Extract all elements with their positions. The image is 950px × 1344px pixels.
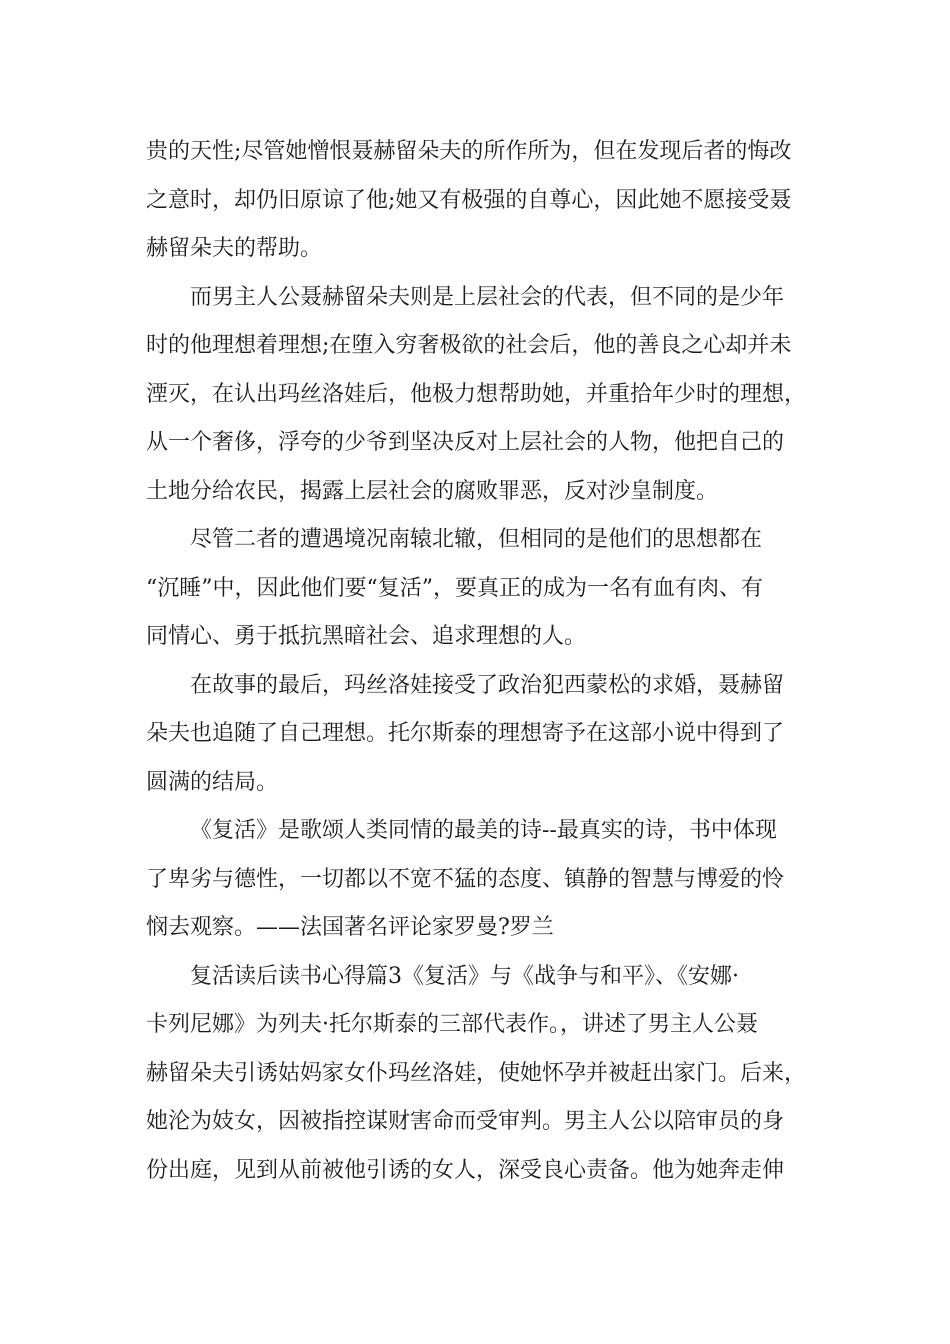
text-line: 同情心、勇于抵抗黑暗社会、追求理想的人。	[146, 624, 587, 649]
text-line: 之意时，却仍旧原谅了他;她又有极强的自尊心，因此她不愿接受聂	[146, 187, 792, 213]
text-line: 悯去观察。——法国著名评论家罗曼?罗兰	[146, 915, 554, 940]
text-line: 湮灭，在认出玛丝洛娃后，他极力想帮助她，并重拾年少时的理想，	[146, 381, 807, 407]
text-line: 卡列尼娜》为列夫·托尔斯泰的三部代表作。，讲述了男主人公聂	[146, 1012, 758, 1037]
text-line: 从一个奢侈，浮夸的少爷到坚决反对上层社会的人物，他把自己的	[146, 430, 785, 455]
text-line: 复活读后读书心得篇3《复活》与《战争与和平》、《安娜·	[190, 963, 739, 989]
text-line: 《复活》是歌颂人类同情的最美的诗--最真实的诗，书中体现	[190, 818, 777, 843]
text-line: 时的他理想着理想;在堕入穷奢极欲的社会后，他的善良之心却并未	[146, 333, 792, 358]
document-body	[146, 128, 826, 1195]
text-line: 贵的天性;尽管她憎恨聂赫留朵夫的所作所为，但在发现后者的悔改	[146, 139, 792, 164]
text-line: 份出庭，见到从前被他引诱的女人，深受良心责备。他为她奔走伸	[146, 1157, 785, 1183]
text-line: 她沦为妓女，因被指控谋财害命而受审判。男主人公以陪审员的身	[146, 1109, 785, 1134]
text-line: 尽管二者的遭遇境况南辕北辙，但相同的是他们的思想都在	[190, 527, 763, 552]
text-line: 了卑劣与德性，一切都以不宽不猛的态度、镇静的智慧与博爱的怜	[146, 866, 785, 892]
text-line: 圆满的结局。	[146, 769, 279, 795]
text-line: 而男主人公聂赫留朵夫则是上层社会的代表，但不同的是少年	[190, 284, 785, 310]
text-line: 在故事的最后，玛丝洛娃接受了政治犯西蒙松的求婚，聂赫留	[190, 672, 785, 698]
text-line: 赫留朵夫引诱姑妈家女仆玛丝洛娃，使她怀孕并被赶出家门。后来，	[146, 1060, 807, 1086]
text-line: 赫留朵夫的帮助。	[146, 236, 323, 261]
text-line: 土地分给农民，揭露上层社会的腐败罪恶，反对沙皇制度。	[146, 478, 719, 504]
text-line: “沉睡”中，因此他们要“复活”，要真正的成为一名有血有肉、有	[146, 575, 763, 601]
text-line: 朵夫也追随了自己理想。托尔斯泰的理想寄予在这部小说中得到了	[146, 721, 785, 746]
